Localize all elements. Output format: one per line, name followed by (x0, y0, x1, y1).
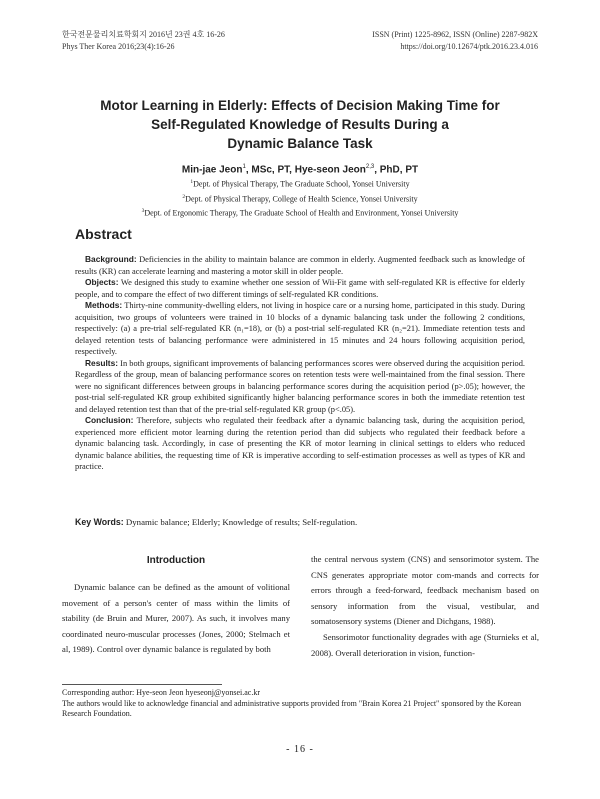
journal-header-left (62, 29, 225, 53)
author-1-degrees: , MSc, PT, (245, 164, 295, 176)
acknowledgement: The authors would like to acknowledge financial and administrative supports provided from "Brain Korea 21 Project" sponsored by the Korean Research Foundation. (62, 698, 522, 718)
keywords-label: Key Words: (75, 517, 124, 527)
intro-paragraph-1: Dynamic balance can be defined as the amount of volitional movement of a person's center of mass within the limits of stability (de Bruin and Murer, 2007). As such, it involves many coordinated neuro-muscular processes (Jones, 2000; Stelmach et al, 1989). Control over dynamic balance is regulated by both (62, 582, 290, 655)
title-line-3: Dynamic Balance Task (227, 136, 373, 151)
abstract-conclusion (75, 415, 525, 473)
background-label: Background: (85, 254, 137, 264)
title-line-1: Motor Learning in Elderly: Effects of Decision Making Time for (100, 98, 500, 113)
footnote-divider (62, 684, 222, 685)
paper-title (60, 96, 540, 153)
affiliation-2 (60, 191, 540, 206)
affiliation-2-sup: 2 (182, 193, 186, 200)
author-1-sup: 1 (242, 164, 246, 170)
intro-paragraph-2: Sensorimotor functionality degrades with age (Sturnieks et al, 2008). Overall deterioration in vision, function- (311, 631, 539, 658)
footnote (62, 688, 540, 720)
introduction-heading: Introduction (146, 555, 206, 566)
author-1-name: Min-jae Jeon (181, 164, 243, 176)
author-2-sup: 2,3 (365, 164, 375, 170)
abstract-results (75, 358, 525, 416)
title-line-2: Self-Regulated Knowledge of Results During a (151, 117, 449, 132)
results-text: In both groups, significant improvements of balancing performances scores were observed during the acquisition period. Regardless of the group, mean of balancing performance scores on retention tests were well-maintained from the final session. There were no significant differences between groups in balancing performance scores during the acquisition period (p>.05); however, the post-trial self-regulated KR group exhibited significantly higher balancing performance scores in both the immediate retention test and delayed retention test than that of the pre-trial self-regulated KR group (p<.05). (75, 358, 525, 414)
keywords (75, 516, 525, 528)
journal-english-citation: Phys Ther Korea 2016;23(4):16-26 (62, 42, 175, 51)
methods-label: Methods: (85, 300, 123, 310)
results-label: Results: (85, 357, 119, 368)
affiliation-1-sup: 1 (190, 179, 194, 185)
author-2-degrees: , PhD, PT (374, 164, 419, 176)
intro-paragraph-1-cont: the central nervous system (CNS) and sensorimotor system. The CNS generates appropriate motor com-mands and corrects for errors through a feed-forward, feedback mechanism based on sensory information from the visual, vestibular, and somatosensory systems (Diener and Dichgans, 1988). (311, 554, 539, 627)
conclusion-text: Therefore, subjects who regulated their feedback after a dynamic balancing task, during the acquisition period, experienced more efficient motor learning during the retention period than did subjects who regulated their feedback before a dynamic balancing task. Accordingly, in case of presenting the KR of motor learning in clinical settings to elders who reduced dynamic balance abilities, the requesting time of KR is imperative according to self-estimation processes as well as types of KR and practice. (75, 416, 525, 471)
affiliation-1 (60, 176, 540, 191)
affiliation-3-text: Dept. of Ergonomic Therapy, The Graduate School of Health and Environment, Yonsei University (144, 208, 459, 218)
abstract-heading: Abstract (75, 226, 132, 242)
background-text: Deficiencies in the ability to maintain balance are common in elderly. Augmented feedback such as knowledge of results (KR) can accelerate learning and mastering a motor skill in older people. (75, 255, 525, 276)
objects-label: Objects: (85, 277, 119, 287)
abstract-body (75, 254, 525, 473)
author-2-name: Hye-seon Jeon (294, 164, 366, 176)
affiliations (60, 176, 540, 220)
affiliation-3 (60, 205, 540, 220)
objects-text: We designed this study to examine whether one session of Wii-Fit game with self-regulated KR is effective for elderly people, and to compare the effect of two different timings of self-regulated KR conditions. (75, 278, 525, 299)
abstract-objects (75, 277, 525, 300)
journal-header-right (372, 29, 538, 53)
issn-line: ISSN (Print) 1225-8962, ISSN (Online) 2287-982X (372, 30, 538, 39)
keywords-text: Dynamic balance; Elderly; Knowledge of results; Self-regulation. (123, 517, 358, 527)
abstract-background (75, 254, 525, 277)
conclusion-label: Conclusion: (85, 415, 134, 425)
body-column-left (62, 552, 290, 658)
page-number: - 16 - (286, 744, 314, 755)
journal-korean-citation: 한국전문물리치료학회지 2016년 23권 4호 16-26 (62, 30, 225, 39)
abstract-methods (75, 300, 525, 358)
body-column-right (311, 552, 539, 661)
affiliation-3-sup: 3 (141, 208, 145, 215)
doi-link[interactable]: https://doi.org/10.12674/ptk.2016.23.4.016 (400, 42, 538, 51)
methods-text: Thirty-nine community-dwelling elders, not living in hospice care or a nursing home, participated in this study. During acquisition, two groups of volunteers were trained in 10 blocks of a dynamic balancing task under the following 2 conditions, respectively: (a) a pre-trial self-regulated KR (n₁=18), or (b) a post-trial self-regulated KR (n₂=21). Immediate retention tests and delayed retention tests of balancing performance were administered in 15 minutes and 24 hours following acquisition period, respectively. (75, 301, 525, 356)
affiliation-1-text: Dept. of Physical Therapy, The Graduate School, Yonsei University (193, 179, 410, 189)
author-line (60, 161, 540, 176)
corresponding-author: Corresponding author: Hye-seon Jeon hyeseonj@yonsei.ac.kr (62, 688, 260, 697)
affiliation-2-text: Dept. of Physical Therapy, College of Health Science, Yonsei University (185, 194, 418, 204)
